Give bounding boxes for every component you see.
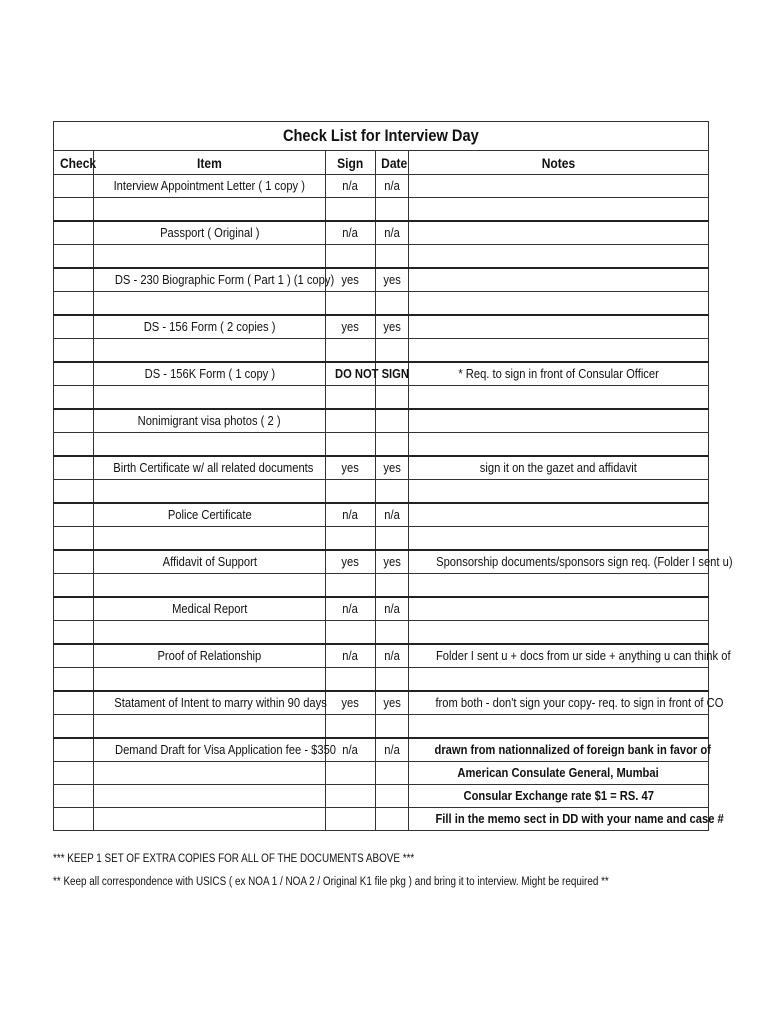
item-cell: Proof of Relationship xyxy=(94,644,326,668)
blank-cell xyxy=(409,245,709,269)
item-cell: Passport ( Original ) xyxy=(94,221,326,245)
blank-cell xyxy=(94,527,326,551)
date-cell xyxy=(376,808,409,831)
blank-cell[interactable] xyxy=(54,386,94,410)
table-row xyxy=(54,221,709,245)
sign-cell xyxy=(326,785,376,808)
notes-cell xyxy=(409,597,709,621)
date-cell xyxy=(376,762,409,785)
notes-cell: Consular Exchange rate $1 = RS. 47 xyxy=(409,785,709,808)
table-row xyxy=(54,738,709,762)
blank-row xyxy=(54,715,709,739)
blank-cell xyxy=(326,668,376,692)
blank-cell xyxy=(94,433,326,457)
header-item: Item xyxy=(94,151,326,175)
header-notes: Notes xyxy=(409,151,709,175)
blank-cell xyxy=(326,480,376,504)
blank-cell xyxy=(376,245,409,269)
blank-cell xyxy=(94,198,326,222)
blank-cell xyxy=(376,527,409,551)
blank-cell xyxy=(409,433,709,457)
date-cell: n/a xyxy=(376,221,409,245)
item-cell: Birth Certificate w/ all related documents xyxy=(94,456,326,480)
blank-cell xyxy=(376,480,409,504)
check-cell[interactable] xyxy=(54,691,94,715)
table-row xyxy=(54,409,709,433)
item-cell xyxy=(94,808,326,831)
sign-cell: n/a xyxy=(326,221,376,245)
notes-cell xyxy=(409,315,709,339)
notes-cell: from both - don't sign your copy- req. to sign in front of CO xyxy=(409,691,709,715)
blank-cell[interactable] xyxy=(54,292,94,316)
blank-row xyxy=(54,621,709,645)
header-date: Date xyxy=(376,151,409,175)
blank-cell[interactable] xyxy=(54,245,94,269)
blank-row xyxy=(54,574,709,598)
notes-cell: sign it on the gazet and affidavit xyxy=(409,456,709,480)
date-cell: yes xyxy=(376,268,409,292)
blank-cell xyxy=(409,715,709,739)
blank-cell xyxy=(94,715,326,739)
item-cell: Nonimigrant visa photos ( 2 ) xyxy=(94,409,326,433)
blank-cell xyxy=(326,198,376,222)
table-row xyxy=(54,597,709,621)
blank-row xyxy=(54,668,709,692)
blank-cell xyxy=(409,480,709,504)
blank-cell xyxy=(376,433,409,457)
blank-row xyxy=(54,245,709,269)
check-cell[interactable] xyxy=(54,268,94,292)
blank-cell xyxy=(94,292,326,316)
check-cell[interactable] xyxy=(54,785,94,808)
blank-cell[interactable] xyxy=(54,527,94,551)
date-cell: n/a xyxy=(376,175,409,198)
sign-cell: n/a xyxy=(326,175,376,198)
sign-cell: yes xyxy=(326,550,376,574)
sign-cell xyxy=(326,409,376,433)
blank-cell xyxy=(409,621,709,645)
item-cell: DS - 156K Form ( 1 copy ) xyxy=(94,362,326,386)
blank-cell xyxy=(376,339,409,363)
date-cell xyxy=(376,409,409,433)
blank-row xyxy=(54,386,709,410)
table-row xyxy=(54,456,709,480)
footnote-correspondence: ** Keep all correspondence with USICS ( ex NOA 1 / NOA 2 / Original K1 file pkg ) and bring it to interview. Might be required ** xyxy=(53,876,609,888)
blank-cell[interactable] xyxy=(54,668,94,692)
table-row xyxy=(54,550,709,574)
table-row xyxy=(54,362,709,386)
blank-cell xyxy=(326,621,376,645)
blank-cell xyxy=(376,198,409,222)
blank-cell xyxy=(94,386,326,410)
blank-cell xyxy=(376,715,409,739)
title-row xyxy=(54,122,709,151)
check-cell[interactable] xyxy=(54,362,94,386)
blank-cell xyxy=(376,668,409,692)
item-cell: Affidavit of Support xyxy=(94,550,326,574)
blank-cell[interactable] xyxy=(54,715,94,739)
table-row xyxy=(54,691,709,715)
blank-row xyxy=(54,339,709,363)
check-cell[interactable] xyxy=(54,221,94,245)
blank-cell xyxy=(409,574,709,598)
blank-cell[interactable] xyxy=(54,433,94,457)
notes-cell xyxy=(409,268,709,292)
blank-cell xyxy=(376,574,409,598)
check-cell[interactable] xyxy=(54,597,94,621)
blank-cell[interactable] xyxy=(54,198,94,222)
header-sign: Sign xyxy=(326,151,376,175)
date-cell: yes xyxy=(376,691,409,715)
notes-cell xyxy=(409,503,709,527)
check-cell[interactable] xyxy=(54,738,94,762)
notes-cell: American Consulate General, Mumbai xyxy=(409,762,709,785)
blank-cell xyxy=(94,668,326,692)
date-cell xyxy=(376,785,409,808)
checklist-table xyxy=(53,121,733,831)
notes-cell: * Req. to sign in front of Consular Officer xyxy=(409,362,709,386)
item-cell: DS - 230 Biographic Form ( Part 1 ) (1 copy) xyxy=(94,268,326,292)
sign-cell: DO NOT SIGN xyxy=(326,362,376,386)
blank-row xyxy=(54,198,709,222)
checklist-sheet xyxy=(53,121,733,831)
blank-cell xyxy=(409,527,709,551)
table-row xyxy=(54,785,709,808)
blank-cell xyxy=(326,386,376,410)
check-cell[interactable] xyxy=(54,808,94,831)
blank-cell xyxy=(409,386,709,410)
blank-cell xyxy=(326,433,376,457)
check-cell[interactable] xyxy=(54,644,94,668)
table-row xyxy=(54,175,709,198)
notes-cell xyxy=(409,221,709,245)
blank-cell xyxy=(409,292,709,316)
header-check: Check xyxy=(54,151,94,175)
blank-cell xyxy=(94,480,326,504)
blank-cell xyxy=(326,245,376,269)
notes-cell: Fill in the memo sect in DD with your name and case # xyxy=(409,808,709,831)
sign-cell: yes xyxy=(326,315,376,339)
blank-cell[interactable] xyxy=(54,339,94,363)
blank-cell xyxy=(376,621,409,645)
blank-cell xyxy=(94,245,326,269)
sign-cell: n/a xyxy=(326,597,376,621)
blank-cell xyxy=(94,621,326,645)
date-cell: n/a xyxy=(376,644,409,668)
sign-cell: n/a xyxy=(326,644,376,668)
date-cell: yes xyxy=(376,550,409,574)
check-cell[interactable] xyxy=(54,315,94,339)
item-cell: Demand Draft for Visa Application fee - $350 xyxy=(94,738,326,762)
check-cell[interactable] xyxy=(54,550,94,574)
blank-row xyxy=(54,480,709,504)
blank-cell xyxy=(409,198,709,222)
blank-cell xyxy=(94,339,326,363)
blank-cell[interactable] xyxy=(54,621,94,645)
blank-cell xyxy=(326,715,376,739)
notes-cell: Folder I sent u + docs from ur side + anything u can think of xyxy=(409,644,709,668)
blank-cell xyxy=(326,292,376,316)
check-cell[interactable] xyxy=(54,503,94,527)
check-cell[interactable] xyxy=(54,762,94,785)
blank-row xyxy=(54,433,709,457)
table-row xyxy=(54,644,709,668)
table-row xyxy=(54,268,709,292)
sign-cell xyxy=(326,808,376,831)
blank-cell xyxy=(326,574,376,598)
blank-cell xyxy=(326,339,376,363)
item-cell: Statament of Intent to marry within 90 days xyxy=(94,691,326,715)
sign-cell: n/a xyxy=(326,738,376,762)
date-cell: n/a xyxy=(376,738,409,762)
blank-cell xyxy=(94,574,326,598)
notes-cell: drawn from nationnalized of foreign bank in favor of xyxy=(409,738,709,762)
date-cell: n/a xyxy=(376,597,409,621)
blank-cell xyxy=(326,527,376,551)
notes-cell xyxy=(409,175,709,198)
table-row xyxy=(54,808,709,831)
item-cell xyxy=(94,762,326,785)
check-cell[interactable] xyxy=(54,175,94,198)
blank-row xyxy=(54,527,709,551)
date-cell: yes xyxy=(376,315,409,339)
blank-cell xyxy=(409,339,709,363)
blank-row xyxy=(54,292,709,316)
table-row xyxy=(54,762,709,785)
check-cell[interactable] xyxy=(54,409,94,433)
blank-cell[interactable] xyxy=(54,574,94,598)
item-cell: DS - 156 Form ( 2 copies ) xyxy=(94,315,326,339)
sign-cell: yes xyxy=(326,268,376,292)
table-row xyxy=(54,315,709,339)
blank-cell[interactable] xyxy=(54,480,94,504)
blank-cell xyxy=(376,292,409,316)
item-cell: Interview Appointment Letter ( 1 copy ) xyxy=(94,175,326,198)
notes-cell xyxy=(409,409,709,433)
footnote-extra-copies: *** KEEP 1 SET OF EXTRA COPIES FOR ALL OF THE DOCUMENTS ABOVE *** xyxy=(53,853,415,865)
date-cell: yes xyxy=(376,456,409,480)
blank-cell xyxy=(376,386,409,410)
sign-cell: yes xyxy=(326,691,376,715)
table-row xyxy=(54,503,709,527)
item-cell: Police Certificate xyxy=(94,503,326,527)
sign-cell: yes xyxy=(326,456,376,480)
item-cell: Medical Report xyxy=(94,597,326,621)
item-cell xyxy=(94,785,326,808)
sign-cell: n/a xyxy=(326,503,376,527)
notes-cell: Sponsorship documents/sponsors sign req. (Folder I sent u) xyxy=(409,550,709,574)
blank-cell xyxy=(409,668,709,692)
check-cell[interactable] xyxy=(54,456,94,480)
sign-cell xyxy=(326,762,376,785)
page-title: Check List for Interview Day xyxy=(54,122,709,151)
date-cell: n/a xyxy=(376,503,409,527)
header-row xyxy=(54,151,709,175)
